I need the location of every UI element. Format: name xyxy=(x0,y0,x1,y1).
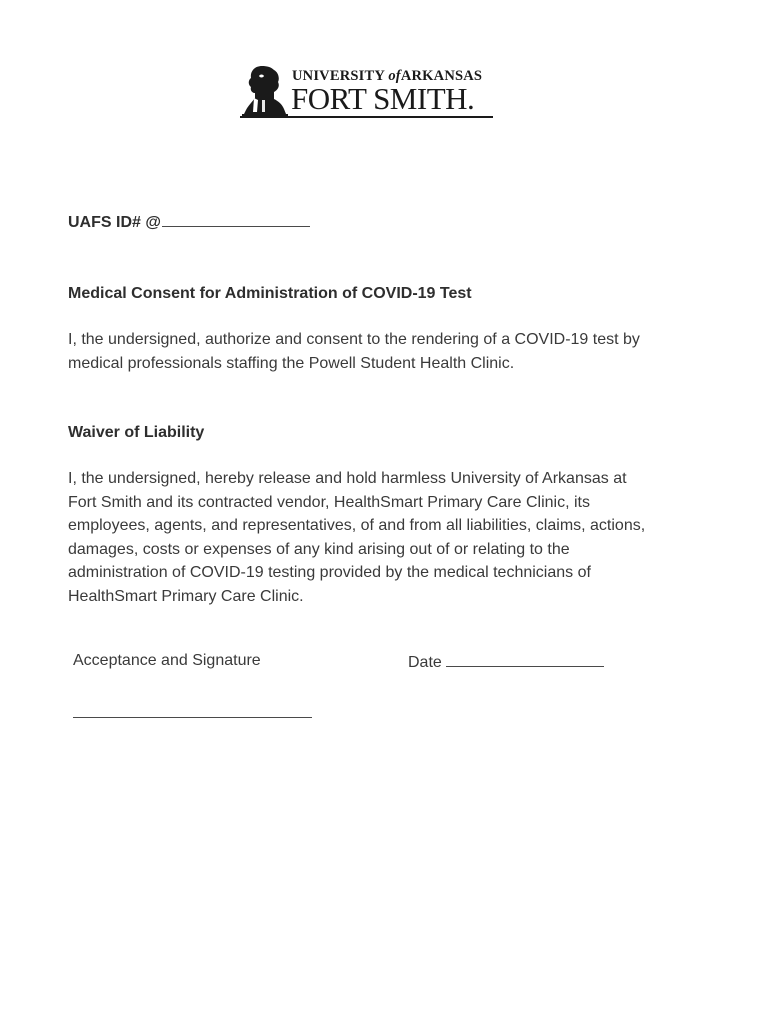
date-field xyxy=(408,652,604,672)
waiver-line: HealthSmart Primary Care Clinic. xyxy=(68,587,304,605)
lion-icon xyxy=(240,62,290,118)
logo-underline xyxy=(240,116,493,118)
waiver-line: administration of COVID-19 testing provided by the medical technicians of xyxy=(68,564,591,581)
waiver-paragraph xyxy=(68,467,645,608)
waiver-line: Fort Smith and its contracted vendor, HealthSmart Primary Care Clinic, its xyxy=(68,493,590,511)
logo-line-fort-smith: FORT SMITH. xyxy=(291,81,475,116)
acceptance-signature-label: Acceptance and Signature xyxy=(73,652,261,669)
consent-line: medical professionals staffing the Powell Student Health Clinic. xyxy=(68,354,515,372)
consent-heading: Medical Consent for Administration of COVID-19 Test xyxy=(68,285,472,302)
university-logo xyxy=(240,62,500,120)
uafs-id-field xyxy=(68,211,310,235)
waiver-line: employees, agents, and representatives, of and from all liabilities, claims, actions, xyxy=(68,517,646,534)
waiver-heading: Waiver of Liability xyxy=(68,424,205,441)
date-blank[interactable] xyxy=(446,652,604,667)
uafs-id-label: UAFS ID# @ xyxy=(68,214,161,231)
consent-line: I, the undersigned, authorize and consent to the rendering of a COVID-19 test by xyxy=(68,331,640,348)
consent-paragraph xyxy=(68,328,640,375)
uafs-id-blank[interactable] xyxy=(162,212,310,227)
waiver-line: damages, costs or expenses of any kind arising out of or relating to the xyxy=(68,540,570,558)
signature-line[interactable] xyxy=(73,717,312,718)
waiver-line: I, the undersigned, hereby release and hold harmless University of Arkansas at xyxy=(68,470,627,487)
logo-line-university: UNIVERSITY ofARKANSAS xyxy=(292,68,483,84)
date-label: Date xyxy=(408,654,442,671)
